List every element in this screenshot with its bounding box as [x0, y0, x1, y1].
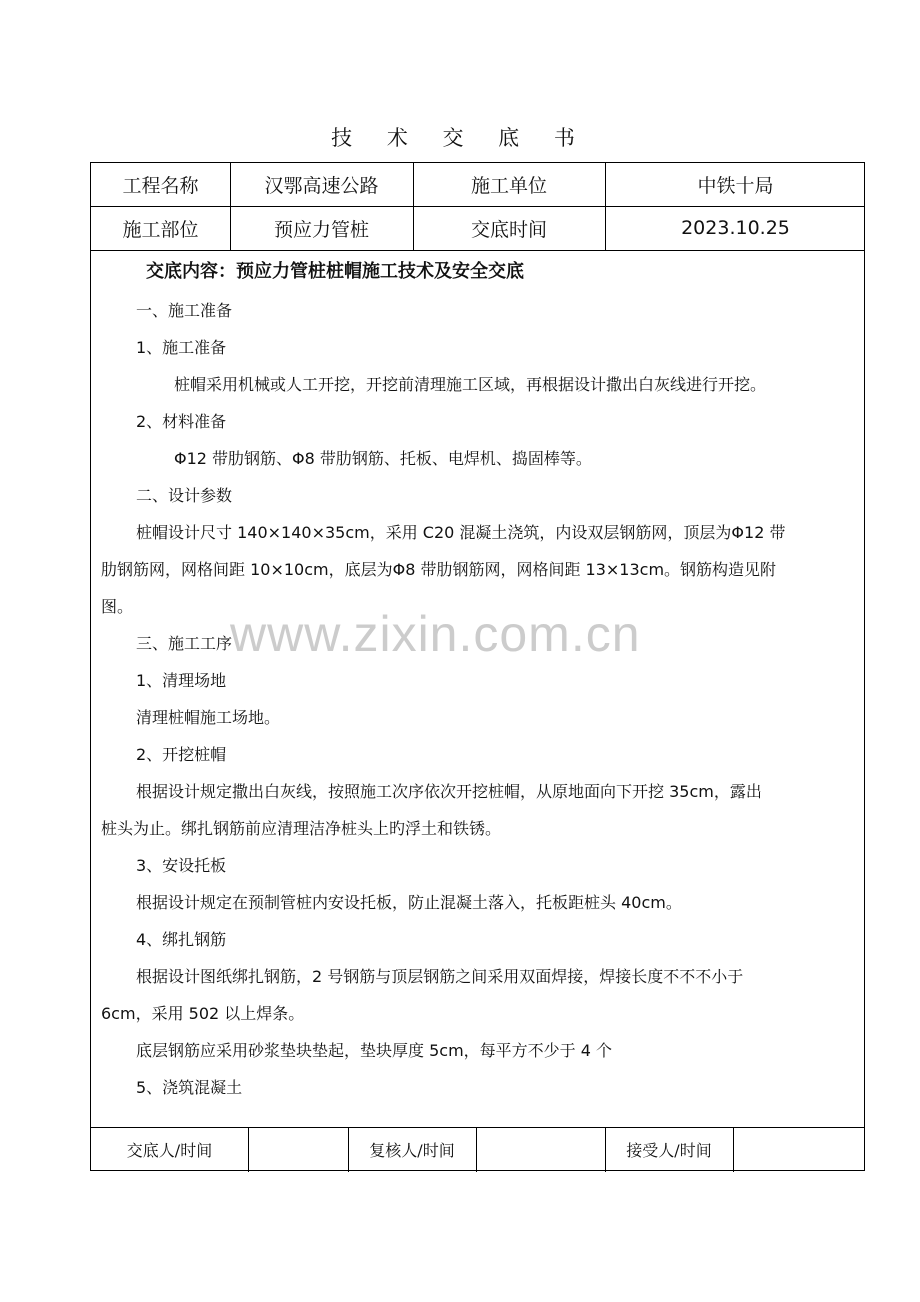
disclosure-date-value: 2023.10.25 — [681, 217, 790, 239]
paragraph-line: 清理桩帽施工场地。 — [136, 708, 281, 727]
section-heading: 一、施工准备 — [136, 301, 233, 320]
paragraph-line: 6cm，采用 502 以上焊条。 — [101, 1004, 305, 1023]
contractor-label: 施工单位 — [470, 175, 547, 197]
contractor-value: 中铁十局 — [697, 175, 774, 197]
subsection-heading: 3、安设托板 — [136, 856, 227, 875]
receive-field[interactable] — [733, 1127, 866, 1172]
disclosure-form — [90, 162, 865, 1171]
handover-field[interactable] — [248, 1127, 348, 1172]
paragraph-line: 桩头为止。绑扎钢筋前应清理洁净桩头上旳浮土和铁锈。 — [101, 819, 502, 838]
document-title: 技 术 交 底 书 — [331, 126, 589, 150]
subsection-heading: 5、浇筑混凝土 — [136, 1078, 243, 1097]
section-heading: 三、施工工序 — [136, 634, 233, 653]
paragraph-line: 桩帽采用机械或人工开挖，开挖前清理施工区域，再根据设计撒出白灰线进行开挖。 — [174, 375, 767, 394]
paragraph-line: 肋钢筋网，网格间距 10×10cm，底层为Φ8 带肋钢筋网，网格间距 13×13cm。钢筋构造见附 — [101, 560, 777, 579]
subsection-heading: 1、清理场地 — [136, 671, 227, 690]
paragraph-line: 根据设计图纸绑扎钢筋，2 号钢筋与顶层钢筋之间采用双面焊接，焊接长度不不不小于 — [136, 967, 744, 986]
watermark: www.zixin.com.cn — [230, 606, 641, 662]
subsection-heading: 4、绑扎钢筋 — [136, 930, 227, 949]
disclosure-content — [91, 250, 864, 1126]
review-field[interactable] — [476, 1127, 605, 1172]
disclosure-date-label: 交底时间 — [470, 218, 547, 241]
review-label: 复核人/时间 — [369, 1141, 455, 1160]
project-name-value: 汉鄂高速公路 — [264, 175, 379, 197]
paragraph-line: Φ12 带肋钢筋、Φ8 带肋钢筋、托板、电焊机、捣固棒等。 — [174, 449, 592, 468]
paragraph-line: 根据设计规定撒出白灰线，按照施工次序依次开挖桩帽，从原地面向下开挖 35cm，露出 — [136, 782, 762, 801]
paragraph-line: 根据设计规定在预制管桩内安设托板，防止混凝土落入，托板距桩头 40cm。 — [136, 893, 682, 912]
paragraph-line: 底层钢筋应采用砂浆垫块垫起，垫块厚度 5cm，每平方不少于 4 个 — [136, 1041, 613, 1060]
subsection-heading: 1、施工准备 — [136, 338, 227, 357]
work-section-label: 施工部位 — [122, 218, 199, 241]
content-heading: 交底内容：预应力管桩桩帽施工技术及安全交底 — [146, 261, 524, 282]
paragraph-line: 图。 — [101, 597, 134, 616]
receive-label: 接受人/时间 — [626, 1141, 712, 1160]
paragraph-line: 桩帽设计尺寸 140×140×35cm，采用 C20 混凝土浇筑，内设双层钢筋网，顶层为Φ12 带 — [136, 523, 786, 542]
handover-label: 交底人/时间 — [126, 1141, 213, 1160]
section-heading: 二、设计参数 — [136, 486, 233, 505]
project-name-label: 工程名称 — [122, 175, 199, 197]
subsection-heading: 2、材料准备 — [136, 412, 227, 431]
work-section-value: 预应力管桩 — [273, 218, 369, 241]
subsection-heading: 2、开挖桩帽 — [136, 745, 227, 764]
